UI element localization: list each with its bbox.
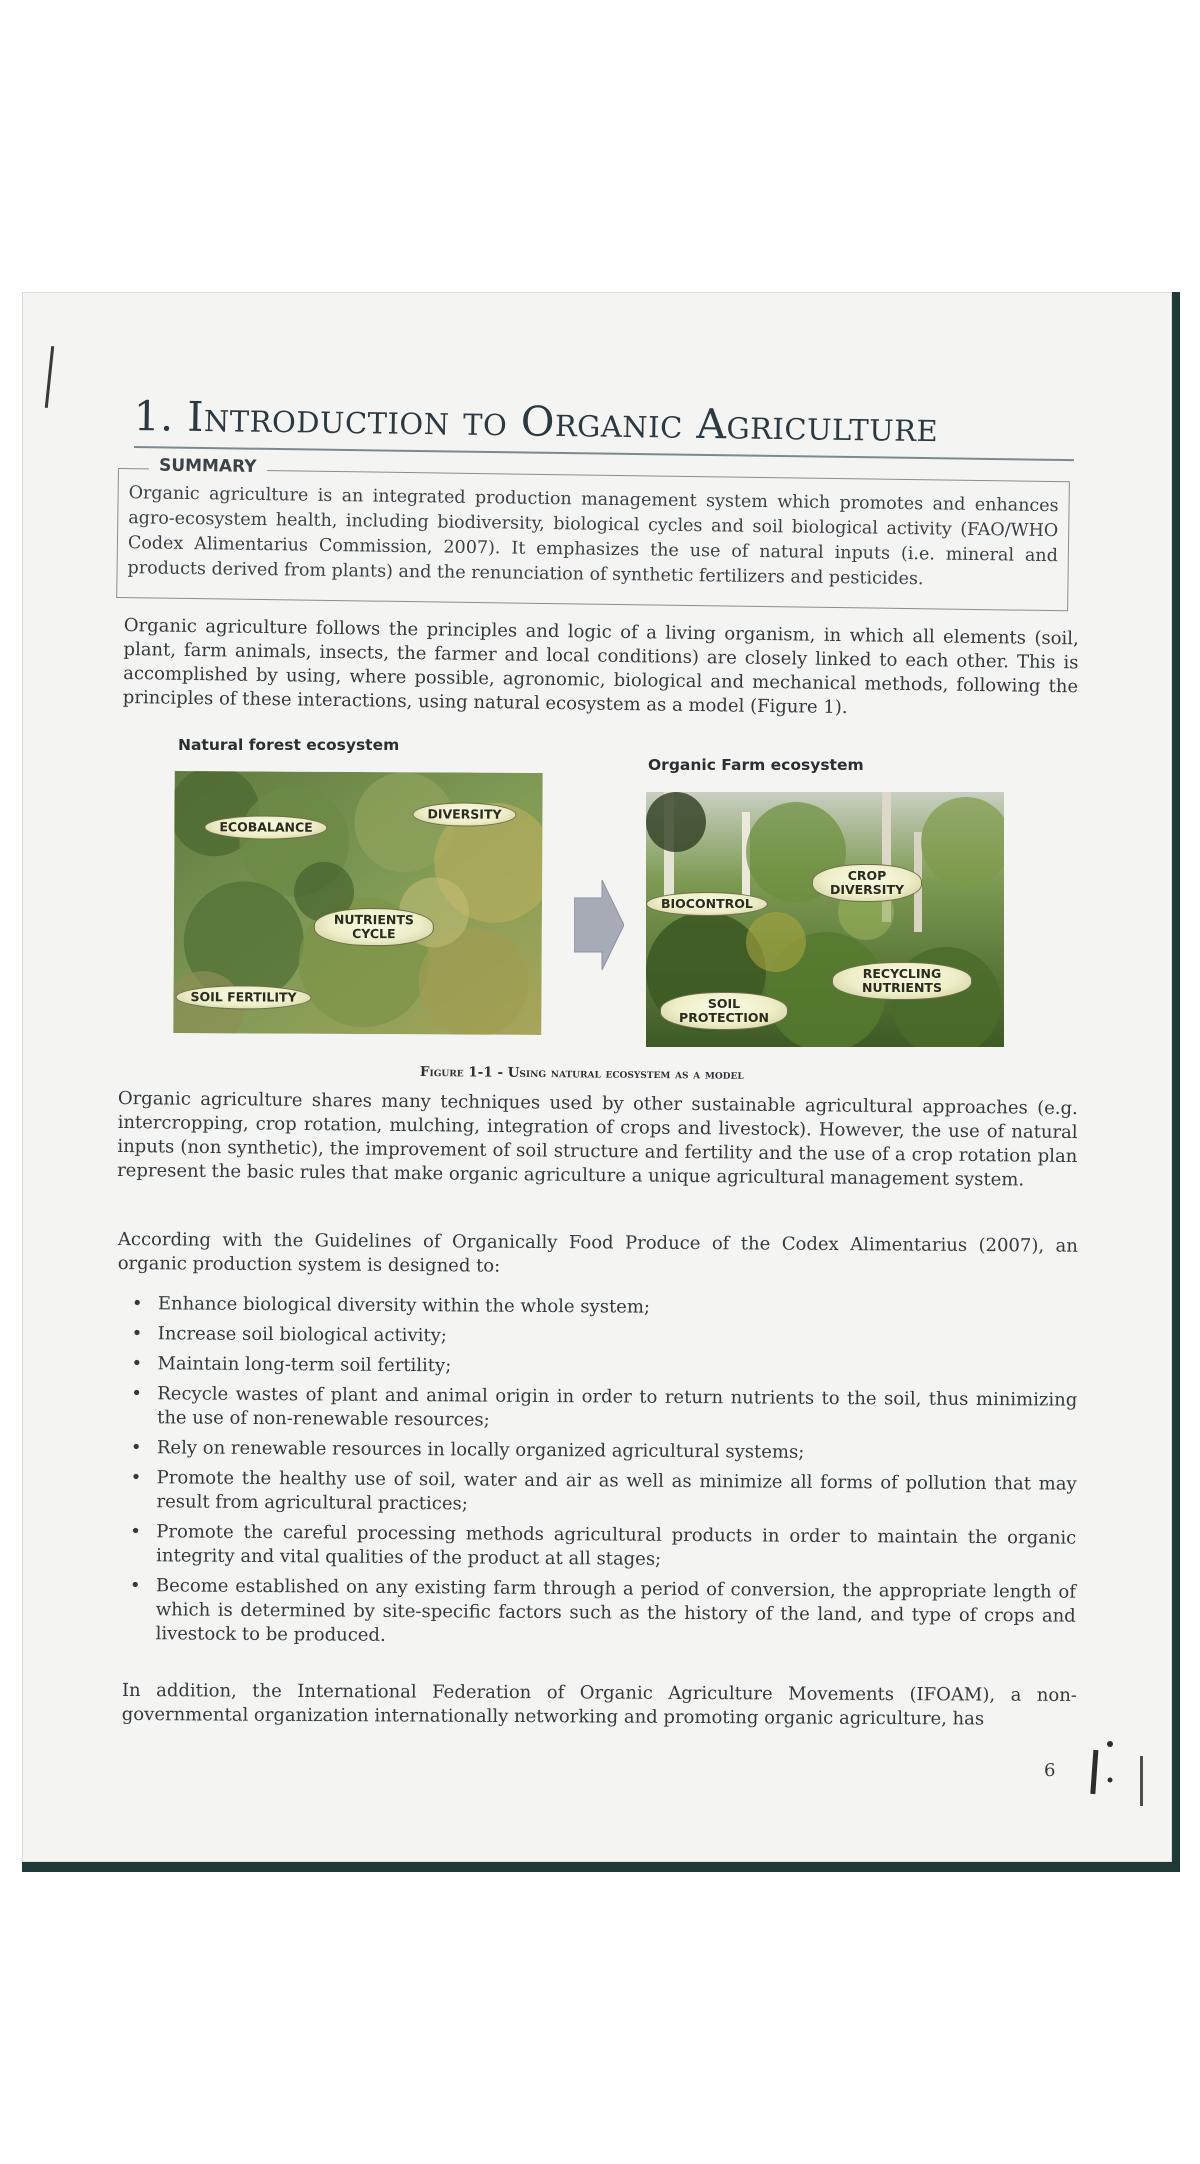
organic-farm-photo xyxy=(646,792,1004,1047)
list-item: • Recycle wastes of plant and animal origin in order to return nutrients to the soil, thus minimizing the use of non-renewable resources; xyxy=(117,1382,1077,1437)
margin-pen-mark xyxy=(45,346,54,408)
transition-arrow-icon xyxy=(574,880,624,970)
bubble-soil-protection: SOIL PROTECTION xyxy=(660,992,788,1030)
figure-caption: Figure 1-1 - Using natural ecosystem as a model xyxy=(419,1064,744,1083)
paragraph-techniques: Organic agriculture shares many techniques used by other sustainable agricultural approaches (e.g. intercropping, crop rotation, mulching, integration of crops and livestock). However, the use of natural inputs (non synthetic), the improvement of soil structure and fertility and the use of a crop rotation plan represent the basic rules that make organic agriculture a unique agricultural management system. xyxy=(117,1088,1078,1191)
paragraph-principles: Organic agriculture follows the principles and logic of a living organism, in which all elements (soil, plant, farm animals, insects, the farmer and local conditions) are closely linked to each other. This is accomplished by using, where possible, agronomic, biological and mechanical methods, following the principles of these interactions, using natural ecosystem as a model (Figure 1). xyxy=(122,614,1079,719)
bubble-recycling-nutrients: RECYCLING NUTRIENTS xyxy=(832,962,972,1000)
bubble-soil-fertility: SOIL FERTILITY xyxy=(175,985,311,1010)
list-item: • Increase soil biological activity; xyxy=(118,1322,1078,1353)
list-item: • Enhance biological diversity within the whole system; xyxy=(118,1292,1078,1323)
list-item: • Promote the careful processing methods agricultural products in order to maintain the organic integrity and vital qualities of the product at all stages; xyxy=(116,1520,1076,1575)
list-item: • Promote the healthy use of soil, water and air as well as minimize all forms of pollution that may result from agricultural practices; xyxy=(116,1466,1076,1521)
list-item: • Maintain long-term soil fertility; xyxy=(117,1352,1077,1383)
summary-box xyxy=(116,455,1070,611)
summary-heading: SUMMARY xyxy=(149,455,267,477)
bubble-nutrients-cycle: NUTRIENTS CYCLE xyxy=(314,908,434,947)
bubble-crop-diversity: CROP DIVERSITY xyxy=(812,864,922,902)
list-item: • Become established on any existing farm through a period of conversion, the appropriate length of which is determined by site-specific factors such as the history of the land, and type of crops and livestock to be produced. xyxy=(116,1574,1076,1653)
bubble-ecobalance: ECOBALANCE xyxy=(204,815,327,840)
binding-edge-marks xyxy=(1088,1740,1148,1812)
list-item: • Rely on renewable resources in locally organized agricultural systems; xyxy=(117,1436,1077,1467)
paragraph-guidelines: According with the Guidelines of Organically Food Produce of the Codex Alimentarius (2007), an organic production system is designed to: xyxy=(117,1229,1078,1277)
figure-label-natural-forest: Natural forest ecosystem xyxy=(178,736,400,754)
bubble-biocontrol: BIOCONTROL xyxy=(646,892,768,916)
figure-label-organic-farm: Organic Farm ecosystem xyxy=(648,756,864,774)
bubble-diversity: DIVERSITY xyxy=(412,802,516,827)
natural-forest-photo xyxy=(173,771,542,1035)
paper-sheet xyxy=(22,292,1172,1862)
page-title: 1. Introduction to Organic Agriculture xyxy=(133,392,939,452)
summary-text: Organic agriculture is an integrated production management system which promotes and enhances agro-ecosystem health, including biodiversity, biological cycles and soil biological activity (FAO/WHO Codex Alimentarius Commission, 2007). It emphasizes the use of natural inputs (i.e. mineral and products derived from plants) and the renunciation of synthetic fertilizers and pesticides. xyxy=(127,483,1059,590)
paragraph-ifoam: In addition, the International Federation of Organic Agriculture Movements (IFOAM), a non-governmental organization internationally networking and promoting organic agriculture, has xyxy=(121,1680,1077,1730)
objectives-list xyxy=(115,1292,1077,1659)
page-number: 6 xyxy=(1044,1760,1056,1781)
